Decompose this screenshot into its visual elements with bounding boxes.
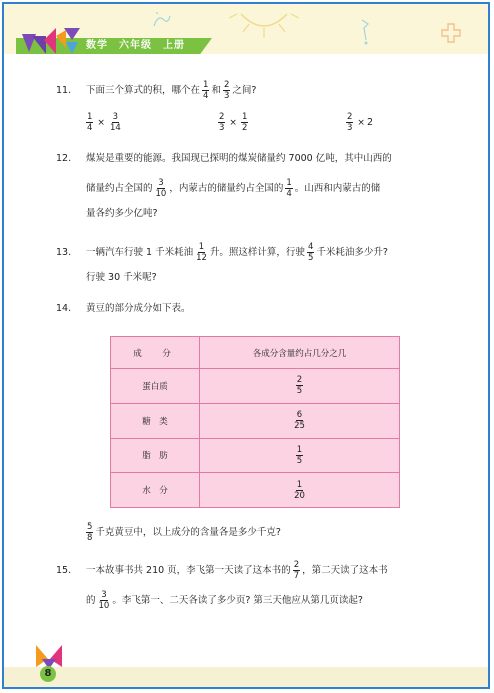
tangram-logo-icon — [22, 26, 80, 56]
question-number: 14. — [56, 303, 72, 314]
table-row — [111, 438, 400, 473]
swirl-doodle-icon — [152, 12, 172, 30]
table-cell-name: 糖 类 — [111, 403, 200, 438]
fraction: $\frac{1}{4}$ — [286, 178, 292, 199]
question-13-line-2 — [86, 271, 157, 285]
sun-doodle-icon — [229, 4, 299, 44]
question-number: 11. — [56, 84, 72, 96]
header-band — [4, 4, 488, 54]
multiply-sign: × — [357, 117, 365, 128]
expression-3 — [344, 112, 373, 133]
expression-1 — [84, 112, 124, 133]
fraction: $\frac{5}{8}$ — [87, 522, 93, 543]
table-cell-fraction: $\frac{1}{5}$ — [200, 438, 400, 473]
question-text: 升。照这样计算，行驶 — [209, 246, 305, 258]
multiply-sign: × — [97, 117, 105, 128]
question-text: ，第二天读了这本书 — [302, 564, 388, 576]
soybean-composition-table — [110, 336, 400, 508]
table-header-cell: 各成分含量约占几分之几 — [200, 337, 400, 369]
question-text: 储量约占全国的 — [86, 182, 153, 194]
question-text: 黄豆的部分成分如下表。 — [86, 303, 191, 314]
fraction: $\frac{1}{4}$ — [203, 80, 209, 101]
fraction: $\frac{3}{14}$ — [109, 112, 121, 133]
question-12-line-3 — [86, 207, 158, 221]
question-text: 。山西和内蒙古的储 — [294, 182, 381, 194]
table-cell-name: 水 分 — [111, 473, 200, 508]
question-number: 12. — [56, 153, 72, 164]
table-cell-name: 蛋白质 — [111, 369, 200, 404]
table-cell-fraction: $\frac{6}{25}$ — [200, 403, 400, 438]
table-row — [111, 473, 400, 508]
question-text: 量各约多少亿吨? — [86, 208, 158, 219]
question-11-line — [56, 80, 256, 101]
fraction: $\frac{2}{7}$ — [293, 560, 300, 581]
table-header-cell: 成 分 — [111, 337, 200, 369]
question-13-line-1 — [56, 242, 388, 263]
question-text: ，内蒙古的储量约占全国的 — [169, 182, 284, 194]
question-number: 15. — [56, 564, 72, 576]
question-text: 下面三个算式的积，哪个在 — [86, 84, 201, 96]
footer-band — [4, 667, 488, 687]
question-text: 一本故事书共 210 页，李飞第一天读了这本书的 — [86, 564, 291, 576]
question-text: 。李飞第一、二天各读了多少页? 第三天他应从第几页读起? — [112, 594, 363, 606]
multiply-sign: × — [229, 117, 237, 128]
table-header-row — [111, 337, 400, 369]
question-text: 千克黄豆中，以上成分的含量各是多少千克? — [95, 526, 281, 538]
question-text: 千米耗油多少升? — [316, 246, 388, 258]
question-12-line-1 — [56, 152, 392, 166]
question-text: 之间? — [232, 84, 257, 96]
question-text: 煤炭是重要的能源。我国现已探明的煤炭储量约 7000 亿吨，其中山西的 — [86, 153, 392, 164]
question-text: 和 — [211, 84, 221, 96]
fraction: $\frac{1}{12}$ — [196, 242, 207, 263]
question-15-line-1 — [56, 560, 388, 581]
fraction: $\frac{1}{2}$ — [241, 112, 248, 133]
fraction: $\frac{1}{4}$ — [87, 112, 93, 133]
table-row — [111, 369, 400, 404]
fraction: $\frac{2}{3}$ — [223, 80, 230, 101]
table-cell-name: 脂 肪 — [111, 438, 200, 473]
fraction: $\frac{2}{3}$ — [219, 112, 225, 133]
expression-2 — [216, 112, 250, 133]
question-14-follow-up — [84, 522, 281, 543]
fraction: $\frac{3}{10}$ — [98, 590, 110, 611]
table-cell-fraction: $\frac{2}{5}$ — [200, 369, 400, 404]
fraction: $\frac{3}{10}$ — [155, 178, 167, 199]
question-text: 一辆汽车行驶 1 千米耗油 — [86, 246, 194, 258]
table-cell-fraction: $\frac{1}{20}$ — [200, 473, 400, 508]
fraction: $\frac{4}{5}$ — [307, 242, 314, 263]
header-title: 数学 六年级 上册 — [86, 40, 185, 51]
page-frame — [2, 2, 490, 689]
question-text: 行驶 30 千米呢? — [86, 272, 157, 283]
question-text: 的 — [86, 594, 96, 606]
question-12-line-2 — [86, 178, 380, 199]
question-number: 13. — [56, 246, 72, 258]
fraction: $\frac{2}{3}$ — [347, 112, 353, 133]
squiggle-doodle-icon — [358, 18, 372, 46]
page-number: 8 — [40, 666, 56, 682]
question-14-line — [56, 302, 191, 316]
table-row — [111, 403, 400, 438]
plus-doodle-icon — [440, 22, 462, 44]
operand: 2 — [366, 116, 374, 128]
question-15-line-2 — [86, 590, 363, 611]
